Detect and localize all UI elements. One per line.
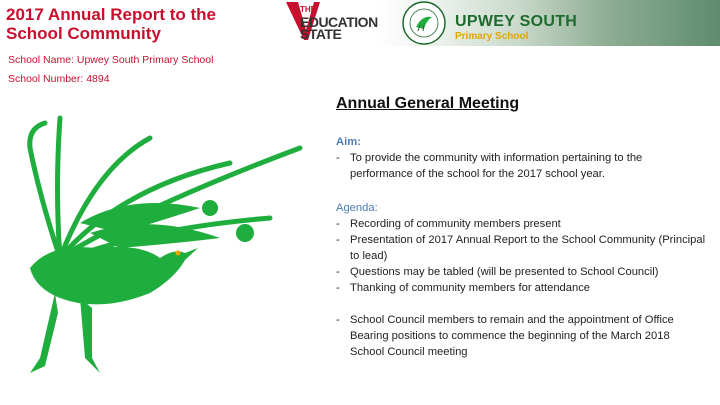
brand-line2: Primary School [455,31,529,42]
list-item: - Recording of community members present [336,216,706,232]
list-item: - Presentation of 2017 Annual Report to the School Community (Principal to lead) [336,232,706,264]
school-seal-icon [402,1,446,45]
lyrebird-illustration-icon [0,108,320,403]
edu-logo-line3: STATE [300,26,342,42]
education-state-logo [300,4,378,40]
meeting-content [336,96,706,360]
edu-logo-line1: THE [300,5,316,14]
agenda-label: Agenda: [336,202,378,214]
page-title: Annual General Meeting [336,95,520,112]
report-title: 2017 Annual Report to the School Community [6,5,217,43]
school-name: School Name: Upwey South Primary School [8,54,214,66]
slide-header [0,0,720,92]
closing-list [336,312,706,360]
list-item: - To provide the community with information pertaining to the performance of the school for the 2017 school year. [336,150,706,182]
edu-logo-line2: EDUCATION [300,14,378,30]
list-item: - School Council members to remain and the appointment of Office Bearing positions to commence the beginning of the March 2018 School Council meeting [336,312,706,360]
school-brand [455,14,577,44]
list-item: - Questions may be tabled (will be presented to School Council) [336,264,706,280]
agenda-list [336,216,706,296]
aim-list [336,150,706,182]
list-item: - Thanking of community members for attendance [336,280,706,296]
school-number: School Number: 4894 [8,73,110,85]
aim-label: Aim: [336,136,361,148]
brand-line1: UPWEY SOUTH [455,13,578,30]
